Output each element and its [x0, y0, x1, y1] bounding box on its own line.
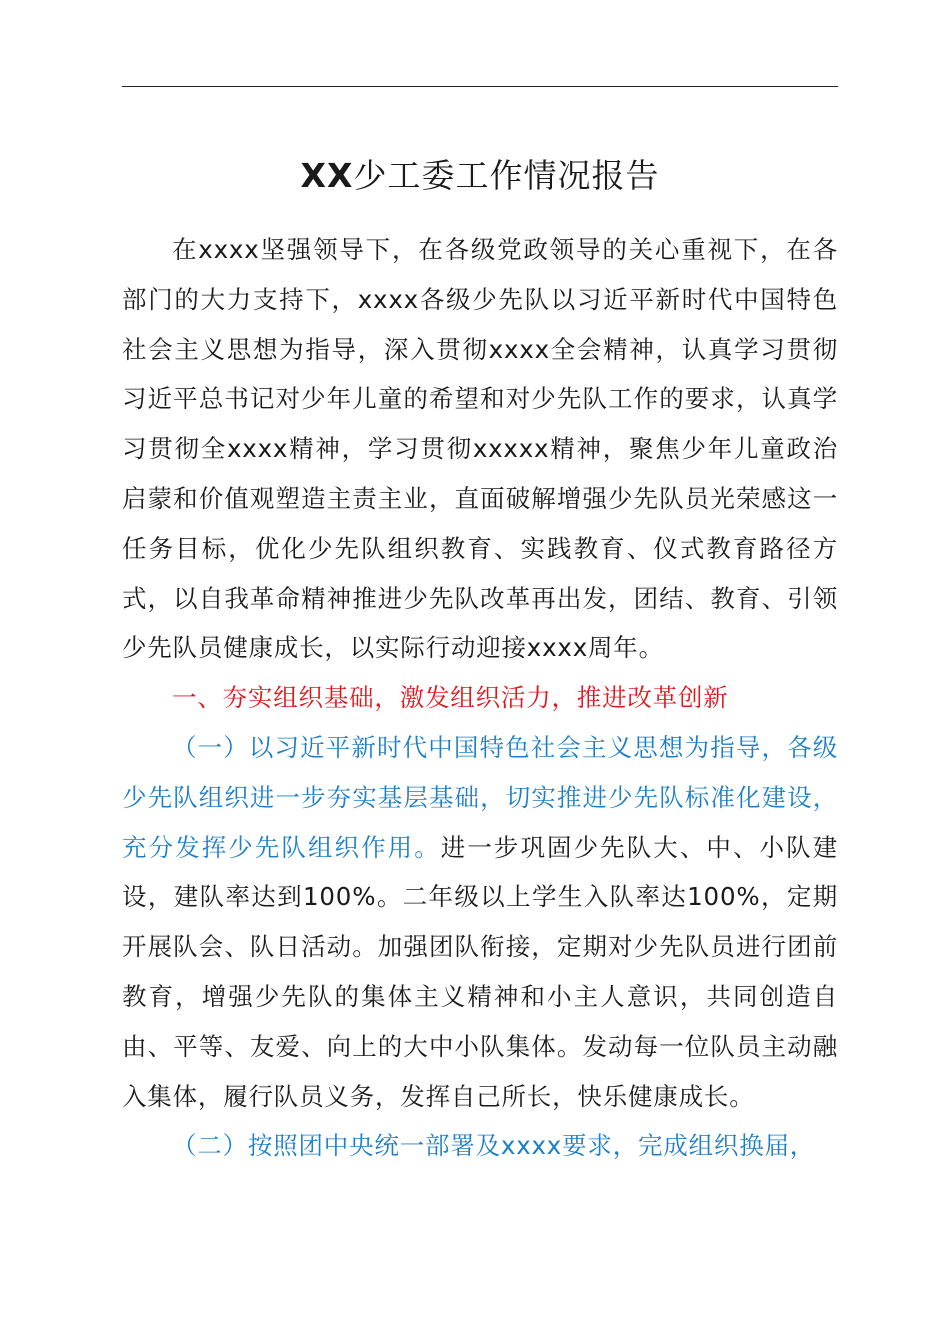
subsection-1-body: 进一步巩固少先队大、中、小队建设，建队率达到100%。二年级以上学生入队率达100%，定期开展队会、队日活动。加强团队衔接，定期对少先队员进行团前教育，增强少先队的集体主义精神和小主人意识，共同创造自由、平等、友爱、向上的大中小队集体。发动每一位队员主动融入集体，履行队员义务，发挥自己所长，快乐健康成长。 [122, 832, 838, 1111]
document-title [122, 148, 838, 204]
title-text: 少工委工作情况报告 [353, 156, 660, 195]
subsection-heading-2: （二）按照团中央统一部署及xxxx要求，完成组织换届， [172, 1131, 816, 1161]
section-heading-1: 一、夯实组织基础，激发组织活力，推进改革创新 [172, 683, 729, 713]
title-bold-prefix: XX [300, 156, 354, 195]
subsection-1-paragraph [122, 723, 838, 1121]
subsection-heading-1: （一）以习近平新时代中国特色社会主义思想为指导，各级少先队组织进一步夯实基层基础，切实推进少先队标准化建设，充分发挥少先队组织作用。 [122, 732, 838, 862]
header-rule [122, 86, 838, 87]
document-body [122, 225, 838, 1171]
intro-paragraph: 在xxxx坚强领导下，在各级党政领导的关心重视下，在各部门的大力支持下，xxxx各级少先队以习近平新时代中国特色社会主义思想为指导，深入贯彻xxxx全会精神，认真学习贯彻习近平总书记对少年儿童的希望和对少先队工作的要求，认真学习贯彻全xxxx精神，学习贯彻xxxxx精神，聚焦少年儿童政治启蒙和价值观塑造主责主业，直面破解增强少先队员光荣感这一任务目标，优化少先队组织教育、实践教育、仪式教育路径方式，以自我革命精神推进少先队改革再出发，团结、教育、引领少先队员健康成长，以实际行动迎接xxxx周年。 [122, 235, 838, 663]
